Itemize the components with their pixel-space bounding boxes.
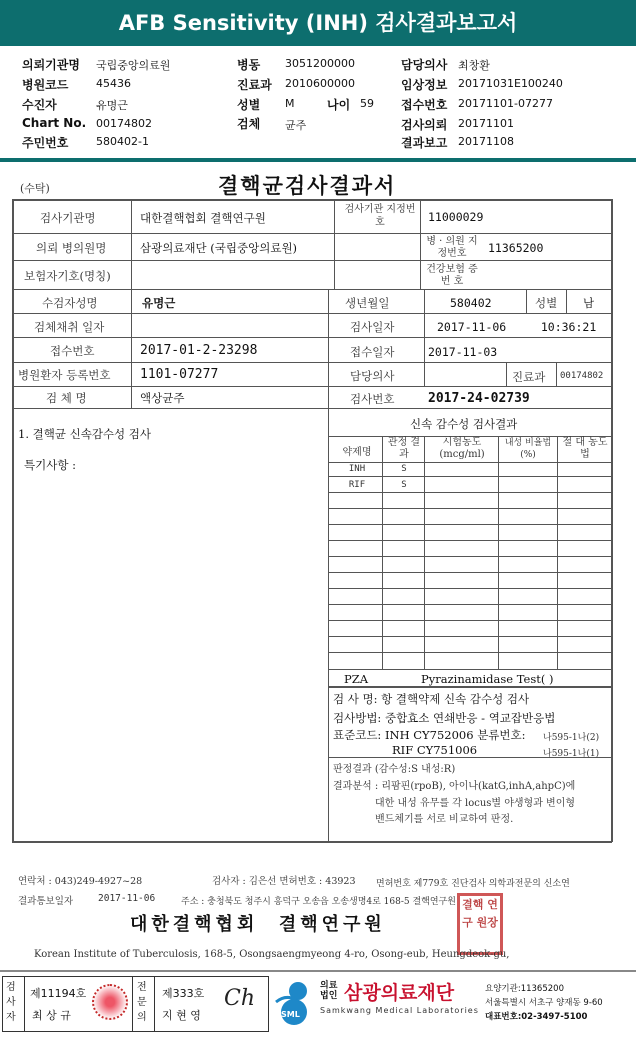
value-sex: M: [285, 97, 295, 110]
label-department: 진료과: [237, 78, 272, 92]
standard-code-2: RIF CY751006: [392, 743, 478, 757]
hosp-reg-value: 1101-07277: [140, 367, 219, 382]
label-report-date: 결과보고: [401, 136, 448, 150]
institution-phone: 대표번호:02-3497-5100: [485, 1012, 588, 1022]
rapid-header-conc: 시험농도 (mcg/ml): [439, 437, 485, 460]
test-no-label: 검사번호: [350, 392, 395, 406]
patient-name-label: 수검자성명: [42, 296, 98, 310]
pza-label: PZA: [344, 672, 369, 686]
hospital-no-value: 11365200: [488, 241, 544, 255]
value-hospital-code: 45436: [96, 77, 131, 90]
specialist-signature: Ch: [224, 986, 256, 1011]
specialist-vertical-label: 전문의: [137, 982, 147, 1023]
contact: 연락처 : 043)249-4927~28: [18, 876, 143, 887]
test-name: 검 사 명: 항 결핵약제 신속 감수성 검사: [333, 692, 530, 706]
label-ward: 병동: [237, 58, 261, 72]
notify-date-value: 2017-11-06: [98, 893, 156, 904]
birth-label: 생년월일: [345, 296, 390, 310]
label-chart-no: Chart No.: [22, 116, 87, 130]
foundation-english: Samkwang Medical Laboratories: [320, 1006, 479, 1015]
label-requester: 의뢰기관명: [22, 58, 80, 72]
dept-value: 00174802: [560, 371, 604, 381]
hospital-no-label: 병 · 의원 지정번호: [426, 236, 478, 259]
tester-vertical-label: 검사자: [6, 982, 16, 1023]
value-clinical-info: 20171031E100240: [458, 77, 563, 90]
test-date-label: 검사일자: [350, 320, 395, 334]
label-doctor: 담당의사: [401, 58, 448, 72]
hospital-value: 삼광의료재단 (국립중앙의료원): [140, 241, 298, 255]
health-ins-label: 건강보험 증 번 호: [426, 264, 478, 287]
rapid-row-result: S: [401, 480, 407, 490]
label-sex: 성별: [237, 98, 261, 112]
specialist-license-no: 제333호: [162, 987, 205, 1000]
test-method: 검사방법: 중합효소 연쇄반응 - 역교잡반응법: [333, 711, 556, 725]
institution-code: 요양기관:11365200: [485, 984, 564, 994]
document-title: 결핵균검사결과서: [218, 173, 397, 198]
specimen-value: 액상균주: [140, 391, 185, 405]
receipt-date-label: 접수일자: [350, 345, 395, 359]
tester: 검사자 : 김은선 면허번호 : 43923: [212, 876, 356, 887]
hospital-label: 의뢰 병의원명: [36, 241, 107, 255]
foundation-name: 삼광의료재단: [344, 982, 455, 1004]
test-date-value: 2017-11-06 10:36:21: [437, 320, 597, 334]
receipt-no-label: 접수번호: [50, 344, 95, 358]
agency-no-value: 11000029: [428, 210, 484, 224]
standard-code-1: 표준코드: INH CY752006 분류번호:: [333, 728, 526, 742]
sex-label: 성별: [535, 296, 558, 310]
test-no-value: 2017-24-02739: [428, 391, 530, 406]
notify-date-label: 결과통보일자: [18, 896, 74, 907]
label-hospital-code: 병원코드: [22, 78, 69, 92]
consignment-label: (수탁): [20, 182, 50, 195]
judgement-legend: 판정결과 (감수성:S 내성:R): [333, 764, 456, 775]
value-ward: 3051200000: [285, 57, 355, 70]
insured-label: 보험자기호(명칭): [24, 269, 111, 283]
organization-name: 대한결핵협회 결핵연구원: [130, 914, 386, 935]
institution-address: 서울특별시 서초구 양재동 9-60: [485, 998, 603, 1008]
section-rapid-test: 1. 결핵균 신속감수성 검사: [18, 427, 152, 441]
receipt-date-value: 2017-11-03: [428, 345, 498, 359]
analysis-line-1: 결과분석 : 리팜핀(rpoB), 아이나(katG,inhA,ahpC)에: [333, 781, 576, 792]
sml-logo-text: SML: [281, 1010, 300, 1019]
doctor-in-charge-label: 담당의사: [350, 369, 395, 383]
value-specimen: 균주: [285, 119, 307, 132]
rapid-header-drug: 약제명: [342, 447, 372, 458]
value-doctor: 최창환: [458, 59, 490, 72]
analysis-line-3: 밴드체기를 서로 비교하여 판정.: [375, 814, 514, 825]
agency-no-label: 검사기관 지정번호: [344, 204, 416, 228]
agency-value: 대한결핵협회 결핵연구원: [140, 211, 266, 225]
value-requester: 국립중앙의료원: [96, 59, 171, 72]
class-code-2: 나595-1나(1): [543, 749, 600, 759]
receipt-no-value: 2017-01-2-23298: [140, 343, 258, 358]
address: 주소 : 충청북도 청주시 흥덕구 오송읍 오송생명4로 168-5 결핵연구원: [181, 897, 456, 907]
specimen-label: 검 체 명: [46, 391, 87, 405]
birth-value: 580402: [450, 296, 492, 310]
rapid-header-absolute: 절 대 농도법: [562, 437, 608, 460]
header-divider: [0, 158, 636, 162]
dept-label: 진료과: [512, 370, 546, 384]
specialist-name: 지 현 영: [162, 1009, 201, 1022]
agency-label: 검사기관명: [40, 211, 96, 225]
hosp-reg-label: 병원환자 등록번호: [18, 368, 111, 382]
report-title: AFB Sensitivity (INH) 검사결과보고서: [0, 0, 636, 46]
value-report-date: 20171108: [458, 135, 514, 148]
sex-value: 남: [583, 296, 595, 310]
value-resident-no: 580402-1: [96, 135, 149, 148]
foundation-prefix: 의료 법인: [320, 981, 338, 1001]
analysis-line-2: 대한 내성 유무를 각 locus별 야생형과 변이형: [375, 798, 576, 809]
tester-license-no: 제11194호: [30, 987, 87, 1000]
rapid-row-result: S: [401, 464, 407, 474]
rapid-header-ratio: 내성 비율법(%): [504, 438, 552, 460]
class-code-1: 나595-1나(2): [543, 733, 600, 743]
label-request-date: 검사의뢰: [401, 118, 448, 132]
tester-seal: [92, 984, 128, 1020]
english-address: Korean Institute of Tuberculosis, 168-5, Osongsaengmyeong 4-ro, Osong-eub, Heungdeok-gu,: [34, 949, 510, 960]
value-department: 2010600000: [285, 77, 355, 90]
label-resident-no: 주민번호: [22, 136, 69, 150]
collect-date-label: 검체채취 일자: [34, 320, 105, 334]
rapid-row-drug: RIF: [348, 480, 366, 490]
specialist-license: 면허번호 제779호 진단검사 의학과전문의 신소연: [376, 879, 570, 889]
label-clinical-info: 임상정보: [401, 78, 448, 92]
pza-value: Pyrazinamidase Test( ): [421, 672, 554, 686]
tester-name: 최 상 규: [32, 1009, 71, 1022]
label-specimen: 검체: [237, 117, 261, 131]
special-notes-label: 특기사항 :: [24, 458, 76, 472]
patient-name-value: 유명근: [142, 296, 176, 310]
value-age: 59: [360, 97, 374, 110]
official-stamp: 결핵 연구 원장: [457, 893, 503, 955]
label-age: 나이: [327, 98, 351, 112]
value-chart-no: 00174802: [96, 117, 152, 130]
value-receipt-no: 20171101-07277: [458, 97, 553, 110]
rapid-header-result: 관정 결과: [387, 437, 421, 460]
label-patient: 수진자: [22, 98, 57, 112]
rapid-row-drug: INH: [348, 464, 366, 474]
label-receipt-no: 접수번호: [401, 98, 448, 112]
rapid-table-title: 신속 감수성 검사결과: [410, 417, 518, 431]
value-request-date: 20171101: [458, 117, 514, 130]
sml-logo-icon: [272, 980, 316, 1026]
value-patient: 유명근: [96, 99, 128, 112]
